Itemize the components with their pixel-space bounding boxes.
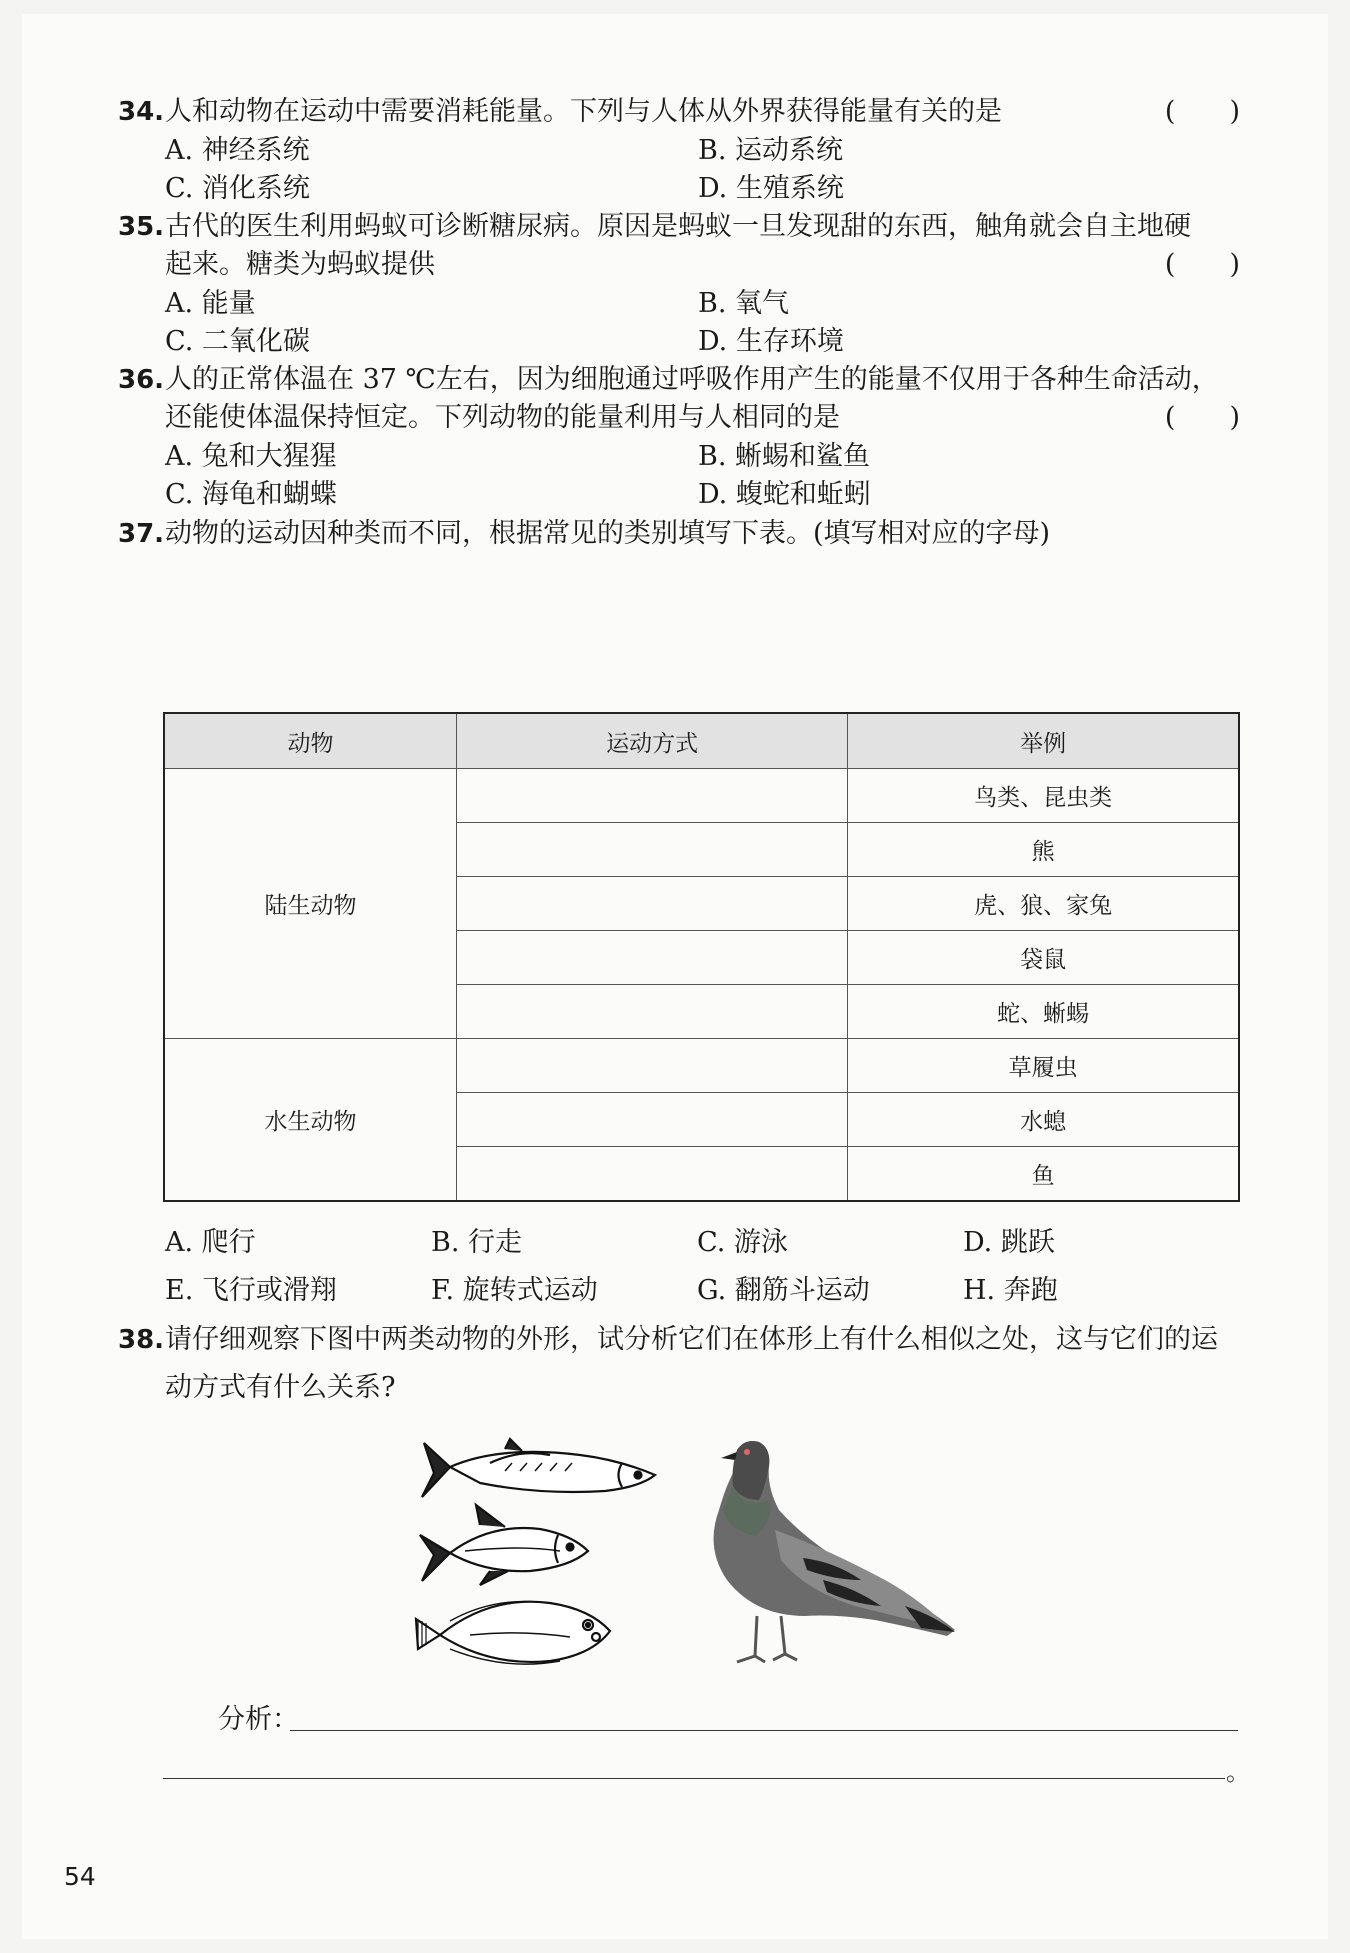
option-b[interactable]: B. 运动系统 [698, 135, 844, 166]
answer-cell[interactable] [456, 1147, 847, 1202]
answer-cell[interactable] [456, 823, 847, 877]
page-number: 54 [64, 1862, 96, 1891]
table-header-row [164, 713, 1239, 769]
question-text-line1: 请仔细观察下图中两类动物的外形，试分析它们在体形上有什么相似之处，这与它们的运 [165, 1324, 1218, 1355]
question-number: 35. [118, 212, 165, 242]
option-d[interactable]: D. 生殖系统 [698, 173, 844, 204]
option-a: A. 爬行 [165, 1227, 256, 1258]
question-number: 36. [118, 365, 165, 395]
option-g: G. 翻筋斗运动 [697, 1275, 870, 1306]
header-animal: 动物 [164, 713, 456, 769]
answer-cell[interactable] [456, 931, 847, 985]
fish-illustration [410, 1425, 670, 1675]
question-text-line1: 古代的医生利用蚂蚁可诊断糖尿病。原因是蚂蚁一旦发现甜的东西，触角就会自主地硬 [165, 211, 1191, 242]
table-row [164, 1039, 1239, 1093]
table-row [164, 769, 1239, 823]
answer-cell[interactable] [456, 877, 847, 931]
question-text: 动物的运动因种类而不同，根据常见的类别填写下表。(填写相对应的字母) [165, 518, 1051, 549]
answer-parentheses[interactable]: ( ) [1164, 249, 1240, 280]
option-a[interactable]: A. 能量 [165, 288, 256, 319]
option-c[interactable]: C. 海龟和蝴蝶 [165, 479, 337, 510]
option-b: B. 行走 [431, 1227, 523, 1258]
answer-cell[interactable] [456, 1093, 847, 1147]
answer-cell[interactable] [456, 769, 847, 823]
question-number: 38. [118, 1325, 165, 1355]
movement-table [163, 712, 1240, 1202]
option-b[interactable]: B. 氧气 [698, 288, 790, 319]
answer-parentheses[interactable]: ( ) [1164, 96, 1240, 127]
option-h: H. 奔跑 [963, 1275, 1058, 1306]
header-example: 举例 [848, 713, 1239, 769]
example-cell: 袋鼠 [848, 931, 1239, 985]
question-number: 37. [118, 519, 165, 549]
answer-cell[interactable] [456, 985, 847, 1039]
option-c[interactable]: C. 二氧化碳 [165, 326, 310, 357]
header-movement: 运动方式 [456, 713, 847, 769]
example-cell: 熊 [848, 823, 1239, 877]
option-c: C. 游泳 [697, 1227, 788, 1258]
group-land: 陆生动物 [164, 769, 456, 1039]
example-cell: 水螅 [848, 1093, 1239, 1147]
example-cell: 虎、狼、家兔 [848, 877, 1239, 931]
group-water: 水生动物 [164, 1039, 456, 1202]
example-cell: 鱼 [848, 1147, 1239, 1202]
question-38-cont [118, 1364, 1240, 1412]
example-cell: 蛇、蜥蜴 [848, 985, 1239, 1039]
question-text-line1: 人的正常体温在 37 ℃左右，因为细胞通过呼吸作用产生的能量不仅用于各种生命活动， [165, 364, 1219, 395]
option-c[interactable]: C. 消化系统 [165, 173, 310, 204]
question-35-cont [118, 241, 1240, 289]
question-38 [118, 1316, 1240, 1364]
answer-line-2[interactable] [163, 1778, 1225, 1779]
answer-parentheses[interactable]: ( ) [1164, 402, 1240, 433]
end-mark: 。 [1226, 1758, 1250, 1786]
question-text-line2: 还能使体温保持恒定。下列动物的能量利用与人相同的是 [165, 402, 840, 433]
option-d[interactable]: D. 蝮蛇和蚯蚓 [698, 479, 871, 510]
option-f: F. 旋转式运动 [431, 1275, 598, 1306]
question-text-line2: 动方式有什么关系? [165, 1372, 396, 1403]
option-d: D. 跳跃 [963, 1227, 1055, 1258]
answer-cell[interactable] [456, 1039, 847, 1093]
question-number: 34. [118, 97, 165, 127]
answer-line-1[interactable] [290, 1730, 1238, 1731]
option-b[interactable]: B. 蜥蜴和鲨鱼 [698, 441, 871, 472]
pigeon-illustration [685, 1430, 975, 1680]
question-text: 人和动物在运动中需要消耗能量。下列与人体从外界获得能量有关的是 [165, 96, 1002, 127]
question-text-line2: 起来。糖类为蚂蚁提供 [165, 249, 435, 280]
option-d[interactable]: D. 生存环境 [698, 326, 844, 357]
option-e: E. 飞行或滑翔 [165, 1275, 337, 1306]
question-37 [118, 510, 1240, 558]
example-cell: 草履虫 [848, 1039, 1239, 1093]
analysis-label: 分析： [218, 1704, 299, 1735]
example-cell: 鸟类、昆虫类 [848, 769, 1239, 823]
option-a[interactable]: A. 兔和大猩猩 [165, 441, 337, 472]
option-a[interactable]: A. 神经系统 [165, 135, 310, 166]
